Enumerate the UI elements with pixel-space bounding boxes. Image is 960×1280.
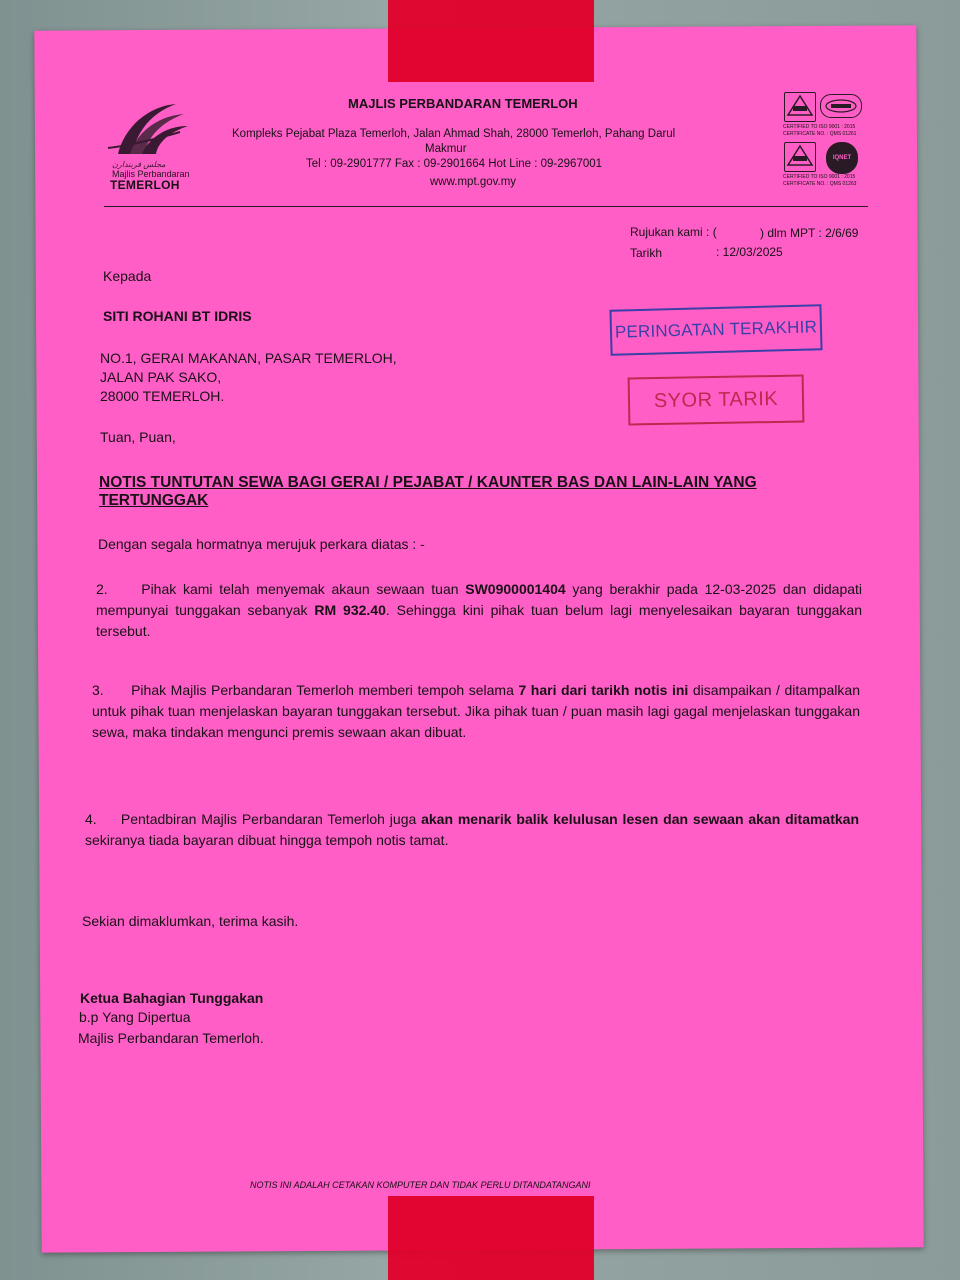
paragraph-number: 3.: [92, 682, 104, 698]
signatory-org: Majlis Perbandaran Temerloh.: [78, 1030, 264, 1046]
signatory-on-behalf: b.p Yang Dipertua: [79, 1009, 191, 1025]
paragraph-text: . Sehingga kini pihak tuan belum lagi menyelesaikan bayaran tunggakan tersebut.: [96, 602, 862, 639]
salutation: Tuan, Puan,: [100, 429, 176, 445]
paragraph-2: [96, 579, 862, 642]
paragraph-3: [92, 680, 860, 743]
address-line-1: Kompleks Pejabat Plaza Temerloh, Jalan Ahmad Shah, 28000 Temerloh, Pahang Darul: [232, 128, 676, 140]
subject-line: TERTUNGGAK: [99, 492, 209, 509]
reference-value: ) dlm MPT : 2/6/69: [760, 226, 859, 240]
computer-generated-note: NOTIS INI ADALAH CETAKAN KOMPUTER DAN TIDAK PERLU DITANDATANGANI: [250, 1180, 591, 1190]
paragraph-text: Pihak kami telah menyemak akaun sewaan tuan: [141, 581, 466, 597]
account-number: SW0900001404: [465, 581, 566, 597]
cert-1-number: CERTIFICATE NO. : QMS 01261: [783, 131, 857, 137]
recipient-address-line: NO.1, GERAI MAKANAN, PASAR TEMERLOH,: [100, 350, 397, 366]
iso-badge-icon: [784, 142, 816, 172]
opening-line: Dengan segala hormatnya merujuk perkara diatas : -: [98, 536, 425, 552]
notice-period: 7 hari dari tarikh notis ini: [518, 682, 689, 698]
final-warning-stamp: PERINGATAN TERAKHIR: [609, 304, 822, 356]
closing-line: Sekian dimaklumkan, terima kasih.: [82, 913, 299, 929]
paragraph-text: disampaikan / ditampalkan untuk pihak tuan menjelaskan bayaran tunggakan tersebut. Jika pihak tuan / puan masih lagi gagal menjelaskan tunggakan sewa, maka tindakan mengunci premis sewaan akan dibuat.: [92, 682, 860, 740]
paragraph-4: [85, 809, 859, 851]
website-link: www.mpt.gov.my: [430, 176, 517, 188]
paragraph-text: sekiranya tiada bayaran dibuat hingga tempoh notis tamat.: [85, 832, 449, 848]
iso-badge-icon: [784, 92, 816, 122]
reference-label: Rujukan kami : (: [630, 225, 717, 239]
recommend-revoke-stamp: SYOR TARIK: [628, 374, 805, 425]
tape-top: [388, 0, 594, 82]
iqnet-label: IQNET: [832, 155, 852, 161]
logo-name: TEMERLOH: [110, 178, 180, 192]
signatory-title: Ketua Bahagian Tunggakan: [80, 990, 264, 1006]
paragraph-number: 2.: [96, 581, 108, 597]
cert-seal-icon: [820, 94, 862, 118]
council-name: MAJLIS PERBANDARAN TEMERLOH: [348, 96, 578, 111]
paragraph-text: Pentadbiran Majlis Perbandaran Temerloh juga: [120, 811, 422, 827]
recipient-name: SITI ROHANI BT IDRIS: [103, 308, 252, 324]
date-label: Tarikh: [630, 246, 663, 260]
subject-line: NOTIS TUNTUTAN SEWA BAGI GERAI / PEJABAT / KAUNTER BAS DAN LAIN-LAIN YANG: [99, 474, 757, 491]
arrears-amount: RM 932.40: [314, 602, 386, 618]
paragraph-number: 4.: [85, 811, 97, 827]
header-divider: [104, 206, 868, 207]
paragraph-text: Pihak Majlis Perbandaran Temerloh memberi tempoh selama: [131, 682, 519, 698]
recipient-address-line: JALAN PAK SAKO,: [100, 369, 222, 385]
logo-caption: Majlis Perbandaran: [112, 169, 190, 179]
recipient-to: Kepada: [103, 268, 152, 284]
tape-bottom: [388, 1196, 594, 1280]
contact-numbers: Tel : 09-2901777 Fax : 09-2901664 Hot Line : 09-2967001: [306, 158, 603, 170]
iqnet-seal-icon: [826, 142, 858, 174]
revocation-warning: akan menarik balik kelulusan lesen dan sewaan akan ditamatkan: [421, 811, 859, 827]
date-value: : 12/03/2025: [716, 245, 783, 259]
logo-script: ﻣﺠﻠﺲ ﻓﺮﺑﻨﺪﺍﺭﻥ: [112, 160, 166, 169]
address-line-2: Makmur: [425, 143, 467, 155]
recipient-address-line: 28000 TEMERLOH.: [100, 388, 225, 404]
cert-1-label: CERTIFIED TO ISO 9001 : 2015: [783, 124, 856, 130]
cert-2-label: CERTIFIED TO ISO 9001 : 2015: [783, 174, 856, 180]
paragraph-text: yang berakhir pada 12-03-2025 dan didapati mempunyai tunggakan sebanyak: [96, 581, 863, 618]
cert-2-number: CERTIFICATE NO. : QMS 01263: [783, 181, 857, 187]
